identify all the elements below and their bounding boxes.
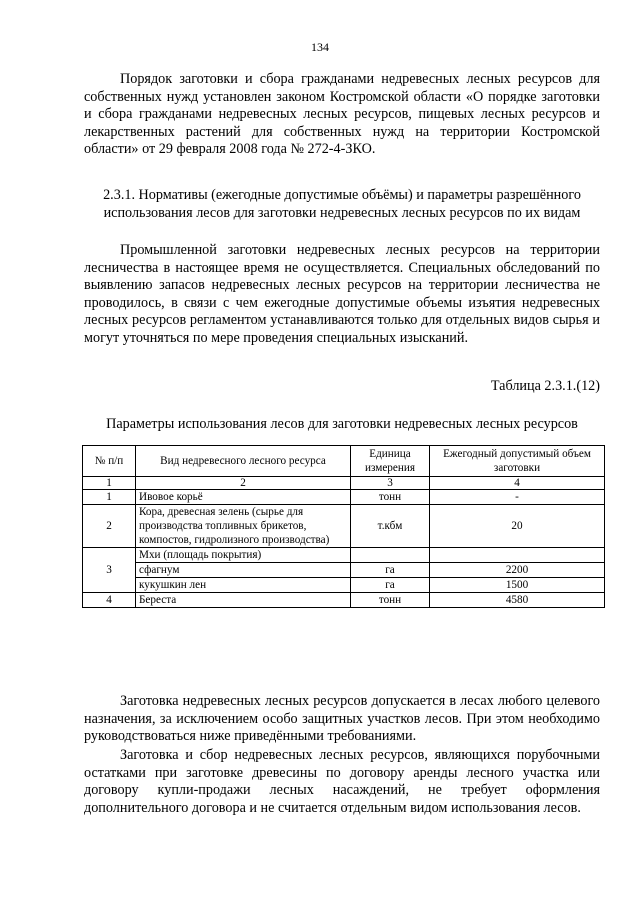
table-row — [83, 490, 605, 505]
column-index: 1 — [83, 477, 136, 490]
table-label: Таблица 2.3.1.(12) — [490, 378, 600, 394]
table-row — [83, 505, 605, 548]
row-num: 2 — [83, 505, 136, 548]
header-num: № п/п — [83, 446, 136, 477]
row-num: 4 — [83, 593, 136, 608]
table-subrow — [83, 578, 605, 593]
resource-volume: 4580 — [430, 593, 605, 608]
resource-name: Береста — [136, 593, 351, 608]
resource-name: сфагнум — [136, 563, 351, 578]
header-unit: Единица измерения — [351, 446, 430, 477]
column-index: 3 — [351, 477, 430, 490]
intro-paragraph: Порядок заготовки и сбора гражданами недревесных лесных ресурсов для собственных нужд установлен законом Костромской области «О порядке заготовки и сбора гражданами недревесных лесных ресурсов, пищевых лесных ресурсов и лекарственных растений для собственных нужд на территории Костромской области» от 29 февраля 2008 года № 272-4-ЗКО. — [84, 71, 600, 157]
header-resource-type: Вид недревесного лесного ресурса — [136, 446, 351, 477]
resource-unit: тонн — [351, 490, 430, 505]
section-heading: 2.3.1. Нормативы (ежегодные допустимые объёмы) и параметры разрешённого использования лесов для заготовки недревесных лесных ресурсов по их видам — [103, 187, 581, 221]
resource-volume: - — [430, 490, 605, 505]
resource-name: Мхи (площадь покрытия) — [136, 548, 351, 563]
resource-name: Ивовое корьё — [136, 490, 351, 505]
column-index-row — [83, 477, 605, 490]
logging-residue-paragraph: Заготовка и сбор недревесных лесных ресурсов, являющихся порубочными остатками при заготовке древесины по договору аренды лесного участка или договору купли-продажи лесных насаждений, не требует оформления дополнительного договора и не считается отдельным видом использования лесов. — [84, 747, 600, 816]
resource-unit: т.кбм — [351, 505, 430, 548]
resource-unit: тонн — [351, 593, 430, 608]
parameters-table — [82, 445, 605, 608]
page-number: 134 — [311, 40, 329, 54]
resource-name: Кора, древесная зелень (сырье для производства топливных брикетов, компостов, гидролизного производства) — [136, 505, 351, 548]
header-volume: Ежегодный допустимый объем заготовки — [430, 446, 605, 477]
table-row — [83, 593, 605, 608]
table-header-row — [83, 446, 605, 477]
column-index: 2 — [136, 477, 351, 490]
industrial-harvest-paragraph: Промышленной заготовки недревесных лесных ресурсов на территории лесничества в настоящее время не осуществляется. Специальных обследований по выявлению запасов недревесных лесных ресурсов на территории лесничества не проводилось, в связи с чем ежегодные допустимые объемы изъятия недревесных лесных ресурсов регламентом устанавливаются только для отдельных видов сырья и могут уточняться по мере проведения специальных изысканий. — [84, 242, 600, 346]
resource-volume: 20 — [430, 505, 605, 548]
table-subrow — [83, 563, 605, 578]
resource-unit-empty — [351, 548, 430, 563]
resource-unit: га — [351, 563, 430, 578]
column-index: 4 — [430, 477, 605, 490]
row-num: 3 — [83, 548, 136, 593]
resource-volume: 2200 — [430, 563, 605, 578]
harvest-permission-paragraph: Заготовка недревесных лесных ресурсов допускается в лесах любого целевого назначения, за исключением особо защитных участков лесов. При этом необходимо руководствоваться ниже приведёнными требованиями. — [84, 693, 600, 744]
resource-volume: 1500 — [430, 578, 605, 593]
resource-volume-empty — [430, 548, 605, 563]
row-num: 1 — [83, 490, 136, 505]
resource-name: кукушкин лен — [136, 578, 351, 593]
table-row — [83, 548, 605, 563]
table-title: Параметры использования лесов для заготовки недревесных лесных ресурсов — [106, 416, 578, 432]
resource-unit: га — [351, 578, 430, 593]
